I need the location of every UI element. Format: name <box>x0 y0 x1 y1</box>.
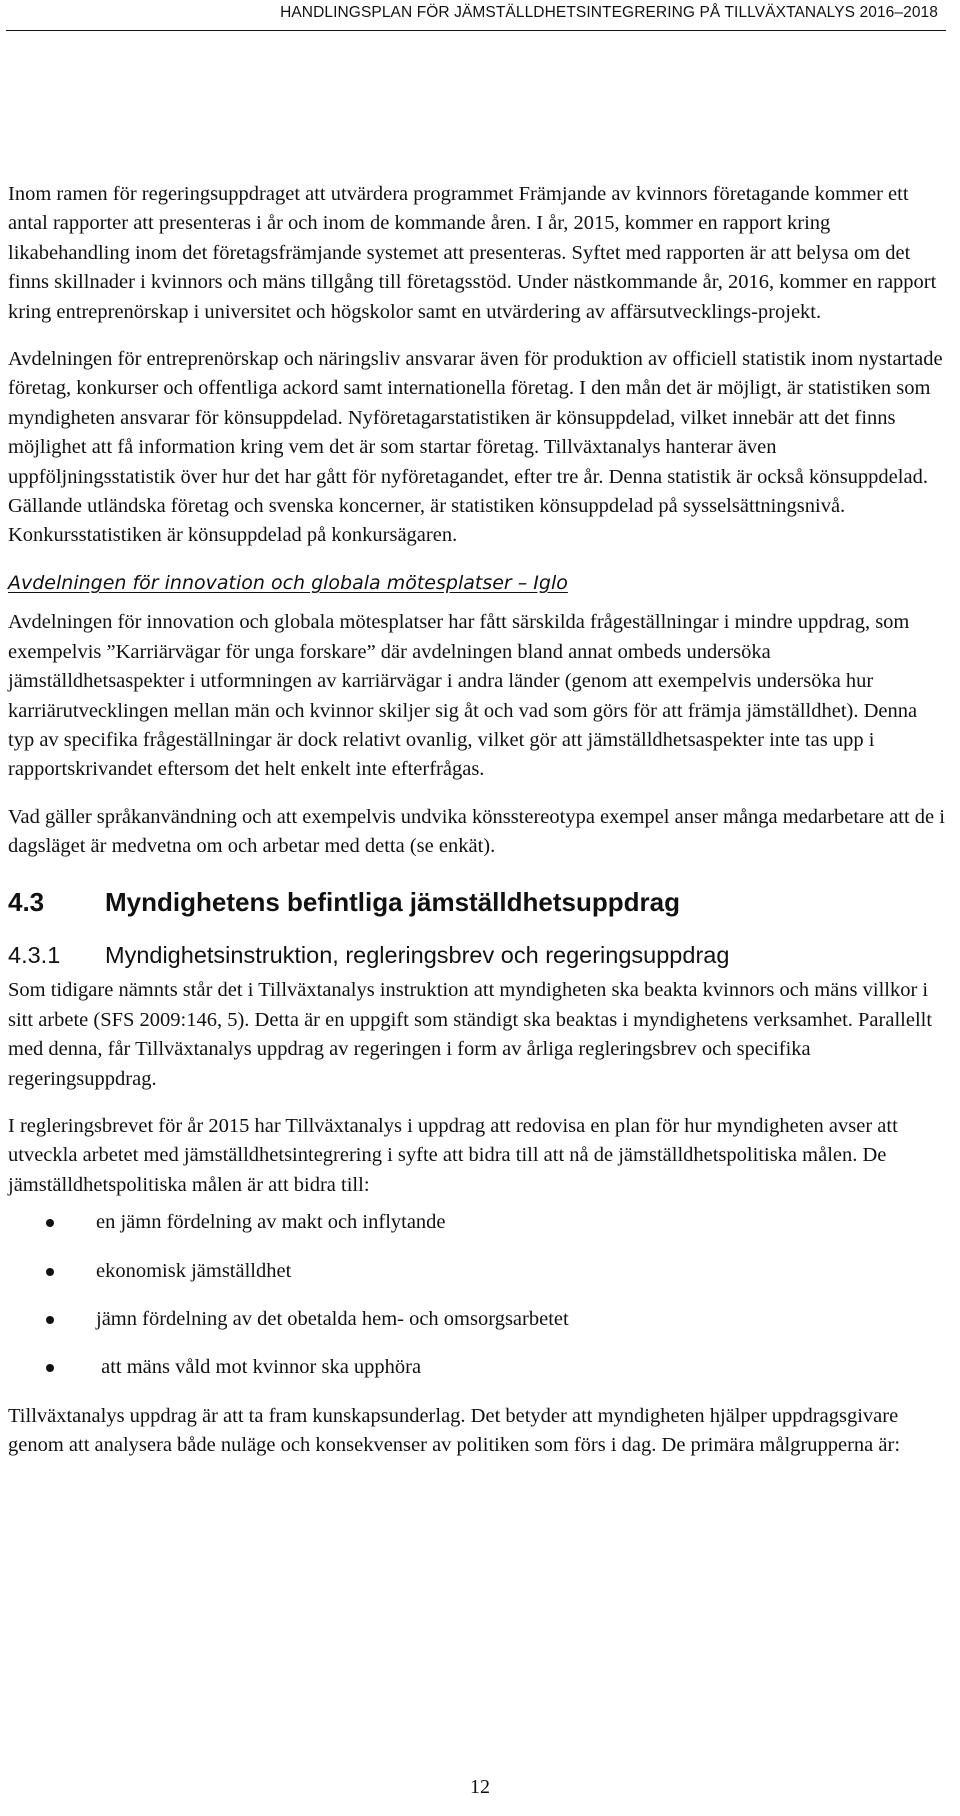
body-top <box>8 180 948 1479</box>
subsection-title: Myndighetsinstruktion, regleringsbrev och regeringsuppdrag <box>105 941 730 968</box>
bullet-icon <box>46 1268 54 1276</box>
goals-list <box>8 1208 948 1383</box>
paragraph-target-groups: Tillväxtanalys uppdrag är att ta fram kunskapsunderlag. Det betyder att myndigheten hjälper uppdragsgivare genom att analysera både nuläge och konsekvenser av politiken som förs i dag. De primära målgrupperna är: <box>8 1404 901 1457</box>
paragraph-regleringsbrev: I regleringsbrevet för år 2015 har Tillväxtanalys i uppdrag att redovisa en plan för hur myndigheten avser att utveckla arbetet med jämställdhetsintegrering i syfte att bidra till att nå de jämställdhetspolitiska målen. De jämställdhetspolitiska målen är att bidra till: <box>8 1114 898 1196</box>
list-item: en jämn fördelning av makt och inflytande <box>8 1208 948 1237</box>
paragraph-reports: Inom ramen för regeringsuppdraget att utvärdera programmet Främjande av kvinnors företagande kommer ett antal rapporter att presenteras i år och inom de kommande åren. I år, 2015, kommer en rapport kring likabehandling inom det företagsfrämjande systemet att presenteras. Syftet med rapporten är att belysa om det finns skillnader i kvinnors och mäns tillgång till företagsstöd. Under nästkommande år, 2016, kommer en rapport kring entreprenörskap i universitet och högskolor samt en utvärdering av affärsutvecklings-projekt. <box>8 183 937 323</box>
section-heading-4-3-1 <box>8 941 948 970</box>
bullet-icon <box>46 1316 54 1324</box>
section-heading-4-3 <box>8 888 948 917</box>
list-item: ekonomisk jämställdhet <box>8 1257 948 1286</box>
bullet-icon <box>46 1364 54 1372</box>
section-number: 4.3 <box>8 886 45 917</box>
paragraph-instruction: Som tidigare nämnts står det i Tillväxtanalys instruktion att myndigheten ska beakta kvinnors och mäns villkor i sitt arbete (SFS 2009:146, 5). Detta är en uppgift som ständigt ska beaktas i myndighetens verksamhet. Parallellt med denna, får Tillväxtanalys uppdrag av regeringen i form av årliga regleringsbrev och specifika regeringsuppdrag. <box>8 979 933 1090</box>
list-item: jämn fördelning av det obetalda hem- och omsorgsarbetet <box>8 1305 948 1334</box>
list-item: att mäns våld mot kvinnor ska upphöra <box>8 1353 948 1382</box>
header-divider <box>6 30 946 31</box>
section-title: Myndighetens befintliga jämställdhetsuppdrag <box>105 886 680 917</box>
subsection-heading-iglo: Avdelningen för innovation och globala mötesplatser – Iglo <box>8 571 568 594</box>
page-number: 12 <box>470 1776 490 1798</box>
paragraph-iglo: Avdelningen för innovation och globala mötesplatser har fått särskilda frågeställningar i mindre uppdrag, som exempelvis ”Karriärvägar för unga forskare” där avdelningen bland annat ombeds undersöka jämställdhetsaspekter i utformningen av karriärvägar i andra länder (genom att exempelvis undersöka hur karriärutvecklingen mellan män och kvinnor skiljer sig åt och vad som görs för att främja jämställdhet). Denna typ av specifika frågeställningar är dock relativt ovanlig, vilket gör att jämställdhetsaspekter inte tas upp i rapportskrivandet eftersom det helt enkelt inte efterfrågas. <box>8 611 918 781</box>
paragraph-language: Vad gäller språkanvändning och att exempelvis undvika könsstereotypa exempel anser många medarbetare att de i dagsläget är medvetna om och arbetar med detta (se enkät). <box>8 805 945 858</box>
paragraph-statistics: Avdelningen för entreprenörskap och näringsliv ansvarar även för produktion av officiell statistik inom nystartade företag, konkurser och offentliga ackord samt internationella företag. I den mån det är möjligt, är statistiken som myndigheten ansvarar för könsuppdelad. Nyföretagarstatistiken är könsuppdelad, vilket innebär att det finns möjlighet att få information kring vem det är som startar företag. Tillväxtanalys hanterar även uppföljningsstatistik över hur det har gått för nyföretagandet, efter tre år. Denna statistik är också könsuppdelad. Gällande utländska företag och svenska koncerner, är statistiken könsuppdelad på sysselsättningsnivå. Konkursstatistiken är könsuppdelad på konkursägaren. <box>8 348 943 547</box>
subsection-number: 4.3.1 <box>8 941 61 968</box>
running-header: HANDLINGSPLAN FÖR JÄMSTÄLLDHETSINTEGRERING PÅ TILLVÄXTANALYS 2016–2018 <box>280 4 938 21</box>
bullet-icon <box>46 1219 54 1227</box>
